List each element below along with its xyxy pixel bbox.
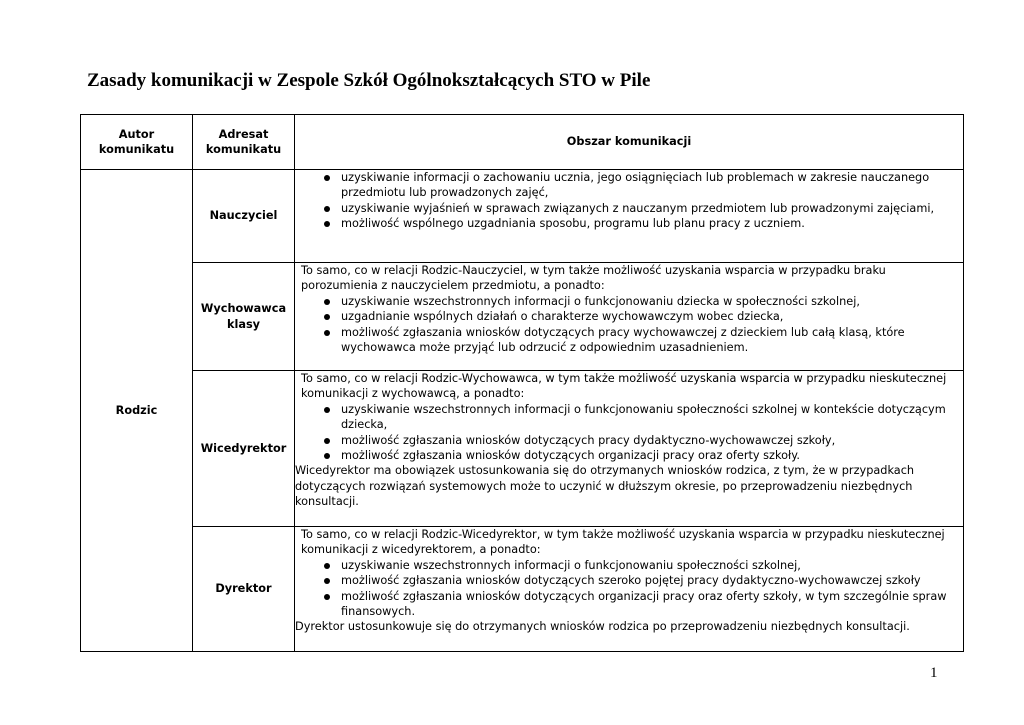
outro-text: Wicedyrektor ma obowiązek ustosunkowania się do otrzymanych wniosków rodzica, z tym, że w przypadkach dotyczących rozwiązań systemowych może to uczynić w dłuższym okresie, po przeprowadzeniu niezbędnych konsultacji. [295,464,915,509]
list-item: możliwość zgłaszania wniosków dotyczących organizacji pracy oraz oferty szkoły, w tym szczególnie spraw finansowych. [295,589,963,620]
list-item: uzgadnianie wspólnych działań o charakterze wychowawczym wobec dziecka, [295,309,963,324]
area-cell [295,527,964,652]
table-row [81,263,964,371]
intro-text: To samo, co w relacji Rodzic-Nauczyciel, w tym także możliwość uzyskania wsparcia w przypadku braku porozumienia z nauczycielem przedmiotu, a ponadto: [301,264,886,293]
addressee-cell: Wicedyrektor [193,371,295,527]
addressee-cell: Nauczyciel [193,170,295,263]
list-item: możliwość wspólnego uzgadniania sposobu, programu lub planu pracy z uczniem. [295,216,963,231]
list-item: uzyskiwanie informacji o zachowaniu ucznia, jego osiągnięciach lub problemach w zakresie nauczanego przedmiotu lub prowadzonych zajęć, [295,170,963,201]
bullet-list [295,294,963,356]
author-cell: Rodzic [81,170,193,652]
bullet-list [295,402,963,464]
addressee-cell: Wychowawca klasy [193,263,295,371]
area-cell [295,170,964,263]
list-item: możliwość zgłaszania wniosków dotyczących pracy wychowawczej z dzieckiem lub całą klasą, które wychowawca może przyjąć lub odrzucić z odpowiednim uzasadnieniem. [295,325,963,356]
outro-text: Dyrektor ustosunkowuje się do otrzymanych wniosków rodzica po przeprowadzeniu niezbędnych konsultacji. [295,620,910,634]
table-header-row [81,115,964,170]
list-item: uzyskiwanie wyjaśnień w sprawach związanych z nauczanym przedmiotem lub prowadzonymi zajęciami, [295,201,963,216]
list-item: uzyskiwanie wszechstronnych informacji o funkcjonowaniu dziecka w społeczności szkolnej, [295,294,963,309]
table-row [81,170,964,263]
header-author: Autor komunikatu [81,115,193,170]
table-row [81,371,964,527]
intro-text: To samo, co w relacji Rodzic-Wicedyrektor, w tym także możliwość uzyskania wsparcia w przypadku nieskutecznej komunikacji z wicedyrektorem, a ponadto: [301,528,945,557]
area-cell [295,263,964,371]
table-row [81,527,964,652]
bullet-list [295,170,963,232]
list-item: uzyskiwanie wszechstronnych informacji o funkcjonowaniu społeczności szkolnej w kontekście dotyczącym dziecka, [295,402,963,433]
communication-table [80,114,964,652]
list-item: możliwość zgłaszania wniosków dotyczących organizacji pracy oraz oferty szkoły. [295,448,963,463]
list-item: możliwość zgłaszania wniosków dotyczących szeroko pojętej pracy dydaktyczno-wychowawczej szkoły [295,573,963,588]
list-item: możliwość zgłaszania wniosków dotyczących pracy dydaktyczno-wychowawczej szkoły, [295,433,963,448]
intro-text: To samo, co w relacji Rodzic-Wychowawca, w tym także możliwość uzyskania wsparcia w przypadku nieskutecznej komunikacji z wychowawcą, a ponadto: [301,372,947,401]
list-item: uzyskiwanie wszechstronnych informacji o funkcjonowaniu społeczności szkolnej, [295,558,963,573]
area-cell [295,371,964,527]
page-title: Zasady komunikacji w Zespole Szkół Ogólnokształcących STO w Pile [87,70,651,91]
addressee-cell: Dyrektor [193,527,295,652]
header-area: Obszar komunikacji [295,115,964,170]
header-addressee: Adresat komunikatu [193,115,295,170]
page-number: 1 [930,665,938,681]
bullet-list [295,558,963,620]
